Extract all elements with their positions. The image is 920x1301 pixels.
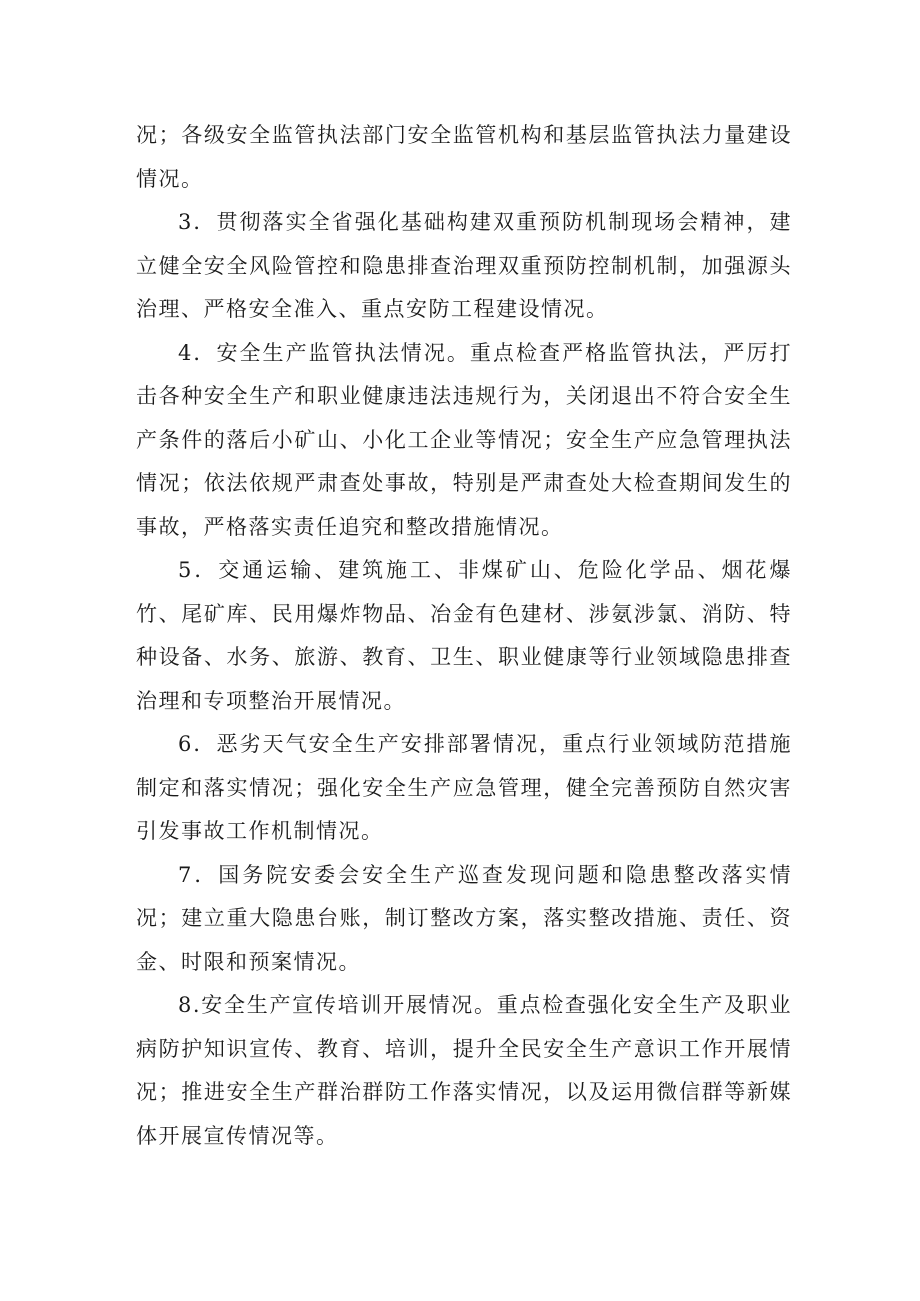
paragraph-continuation: 况；各级安全监管执法部门安全监管机构和基层监管执法力量建设情况。 bbox=[136, 123, 792, 191]
paragraph-item-8: 8.安全生产宣传培训开展情况。重点检查强化安全生产及职业病防护知识宣传、教育、培训，提升全民安全生产意识工作开展情况；推进安全生产群治群防工作落实情况，以及运用微信群等新媒体开展宣传情况等。 bbox=[136, 993, 792, 1148]
paragraph-item-7: 7．国务院安委会安全生产巡查发现问题和隐患整改落实情况；建立重大隐患台账，制订整改方案，落实整改措施、责任、资金、时限和预案情况。 bbox=[136, 862, 792, 974]
paragraph-item-5: 5．交通运输、建筑施工、非煤矿山、危险化学品、烟花爆竹、尾矿库、民用爆炸物品、冶金有色建材、涉氨涉氯、消防、特种设备、水务、旅游、教育、卫生、职业健康等行业领域隐患排查治理和专项整治开展情况。 bbox=[136, 558, 792, 713]
paragraph-item-4: 4．安全生产监管执法情况。重点检查严格监管执法，严厉打击各种安全生产和职业健康违法违规行为，关闭退出不符合安全生产条件的落后小矿山、小化工企业等情况；安全生产应急管理执法情况；依法依规严肃查处事故，特别是严肃查处大检查期间发生的事故，严格落实责任追究和整改措施情况。 bbox=[136, 340, 792, 539]
document-body bbox=[136, 114, 792, 1158]
paragraph-item-6: 6．恶劣天气安全生产安排部署情况，重点行业领域防范措施制定和落实情况；强化安全生产应急管理，健全完善预防自然灾害引发事故工作机制情况。 bbox=[136, 732, 792, 843]
paragraph-item-3: 3．贯彻落实全省强化基础构建双重预防机制现场会精神，建立健全安全风险管控和隐患排查治理双重预防控制机制，加强源头治理、严格安全准入、重点安防工程建设情况。 bbox=[136, 210, 792, 321]
